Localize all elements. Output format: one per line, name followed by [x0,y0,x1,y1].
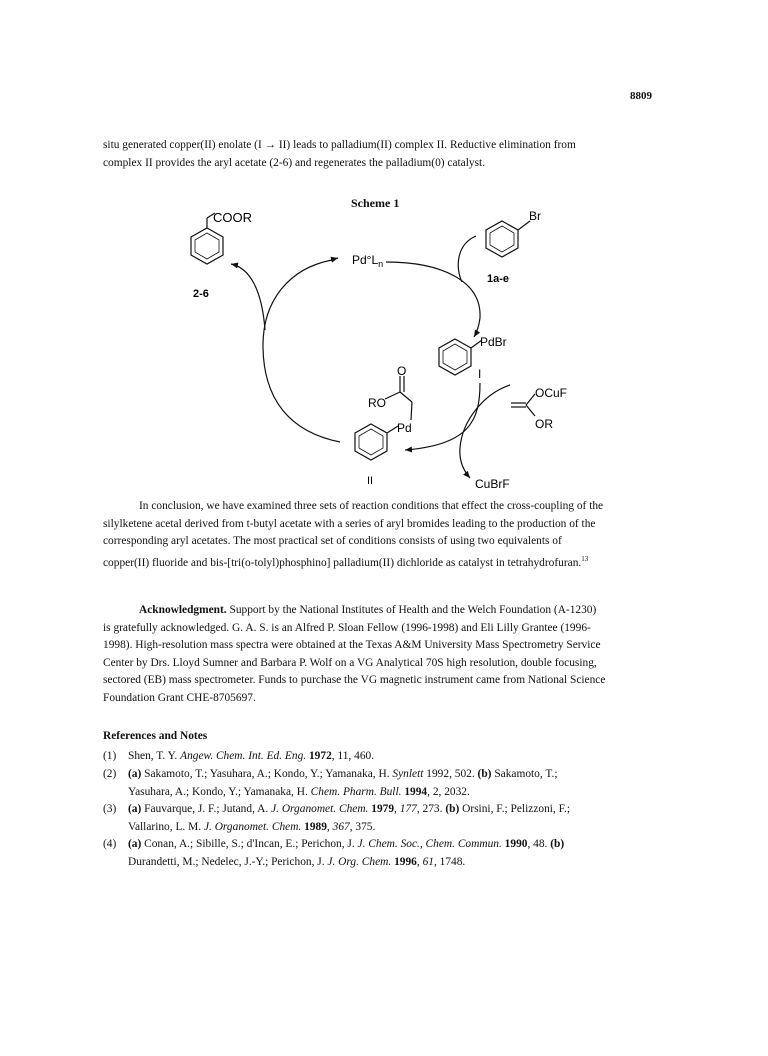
oxidative-addition-arrow [386,262,480,337]
catalyst-arrow [334,258,338,259]
intermediate-2-label: II [367,475,374,487]
reference-1: (1) Shen, T. Y. Angew. Chem. Int. Ed. Eng. 1972, 11, 460. [103,750,375,762]
arylbromide-feed-curve [458,236,476,282]
intro-line-1: situ generated copper(II) enolate (I → II) leads to palladium(II) complex II. Reductive elimination from [103,139,576,151]
ocuf-label: OCuF [535,386,568,400]
complex-ii-ring [355,424,398,460]
catalyst-label: $Pd^\circ L_n$ [352,253,384,269]
reference-4: (4) (a) Conan, A.; Sibille, S.; d'Incan, E.; Perichon, J. J. Chem. Soc., Chem. Commun. 1990, 48. (b) Durandetti, M.; Nedelec, J.-Y.; Perichon, J. J. Org. Chem. 1996, 61, 1748. [103,838,565,868]
ester-fragment [385,376,412,420]
transmetallation-arrow [405,383,480,450]
conclusion-line-4: copper(II) fluoride and bis-[tri(o-tolyl)phosphino] palladium(II) dichloride as catalyst in tetrahydrofuran. [103,556,582,569]
scheme-title: Scheme 1 [351,196,400,210]
carbonyl-o-label: O [397,364,407,378]
arylpalladium-ring [439,339,482,375]
page-number: 8809 [630,90,652,102]
acknowledgment-heading: Acknowledgment. [139,604,227,616]
or-label: OR [535,417,553,431]
conclusion-line-2: silylketene acetal derived from t-butyl acetate with a series of aryl bromides leading to the production of the [103,517,596,530]
br-label: Br [529,209,541,223]
reference-3: (3) (a) Fauvarque, J. F.; Jutand, A. J. Organomet. Chem. 1979, 177, 273. (b) Orsini, F.; Pelizzoni, F.; Vallarino, L. M. J. Organomet. Chem. 1989, 367, 375. [103,803,571,833]
ack-line-4: Center by Drs. Lloyd Sumner and Barbara P. Wolf on a VG Analytical 70S high resolution, double focusing, [103,656,597,669]
ack-line-5: sectored (EB) mass spectrometer. Funds to purchase the VG magnetic instrument came from National Science [103,674,606,686]
ro-label: RO [368,396,386,410]
product-arrow [231,264,265,330]
conclusion-line-1: In conclusion, we have examined three sets of reaction conditions that effect the cross-coupling of the [139,500,604,512]
cubrf-arrow [460,385,510,478]
aryl-bromide-ring [486,221,530,257]
references-heading: References and Notes [103,730,208,742]
aryl-bromide-label: 1a-e [487,273,510,285]
pdbr-label: PdBr [480,335,507,349]
pd-label: Pd [397,421,412,435]
cubrf-label: CuBrF [475,477,510,491]
footnote-marker: 13 [581,554,589,563]
intro-line-2: complex II provides the aryl acetate (2-6) and regenerates the palladium(0) catalyst. [103,156,486,169]
conclusion-paragraph [103,498,663,572]
ack-line-2: is gratefully acknowledged. G. A. S. is an Alfred P. Sloan Fellow (1996-1998) and Eli Lilly Grantee (1996- [103,621,591,634]
copper-enolate-fragment [511,394,535,416]
cycle-left-arc [263,260,340,442]
product-label: 2-6 [193,288,209,300]
ack-line-6: Foundation Grant CHE-8705697. [103,691,256,704]
acknowledgment-paragraph [103,602,663,707]
reaction-scheme [0,0,768,520]
conclusion-line-3: corresponding aryl acetates. The most practical set of conditions consists of using two equivalents of [103,535,562,547]
coor-label: COOR [213,210,252,225]
ack-line-1: Support by the National Institutes of Health and the Welch Foundation (A-1230) [229,604,597,616]
reference-2: (2) (a) Sakamoto, T.; Yasuhara, A.; Kondo, Y.; Yamanaka, H. Synlett 1992, 502. (b) Sakamoto, T.; Yasuhara, A.; Kondo, Y.; Yamanaka, H. Chem. Pharm. Bull. 1994, 2, 2032. [103,768,558,798]
intermediate-1-label: I [478,367,482,381]
ack-line-3: 1998). High-resolution mass spectra were obtained at the Texas A&M University Mass Spectrometry Service [103,639,601,651]
